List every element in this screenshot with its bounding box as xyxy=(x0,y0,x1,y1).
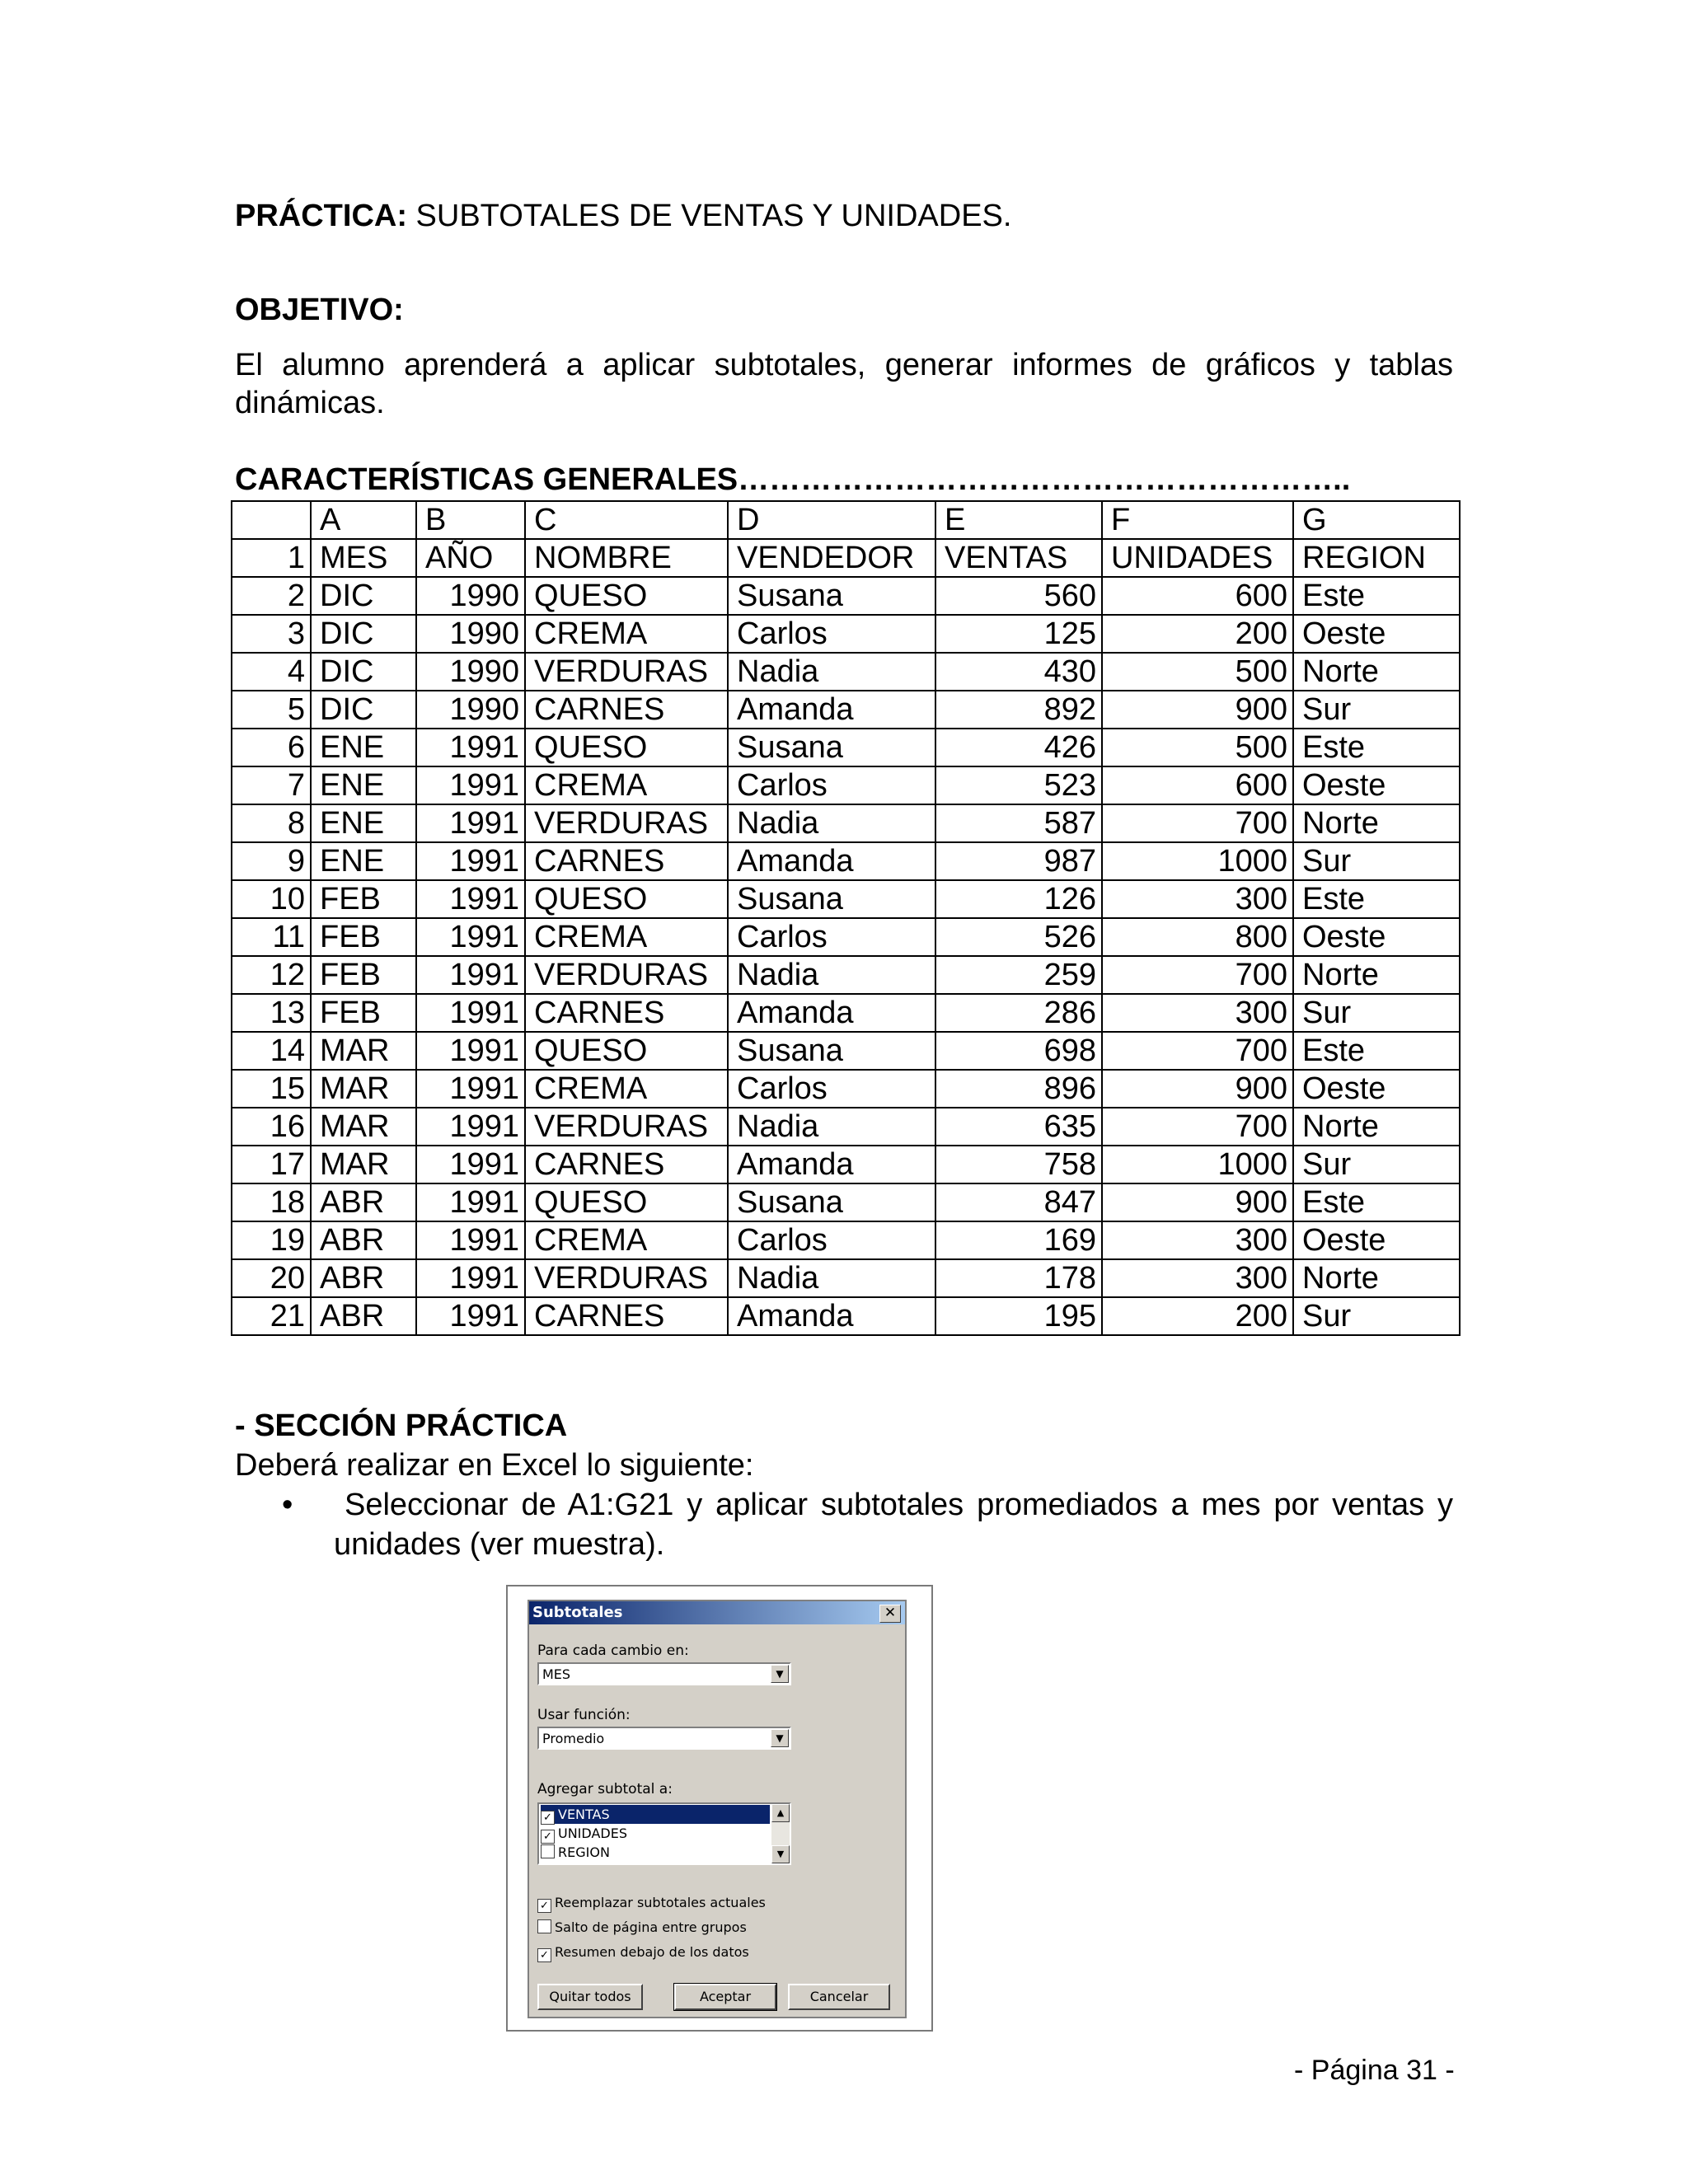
table-row xyxy=(232,1146,1460,1183)
table-cell: 1991 xyxy=(416,729,525,766)
change-combo[interactable] xyxy=(537,1662,791,1685)
table-cell: QUESO xyxy=(525,577,728,615)
table-cell: CARNES xyxy=(525,994,728,1032)
table-cell: 560 xyxy=(935,577,1102,615)
column-header-cell xyxy=(232,501,311,539)
column-header-cell: F xyxy=(1102,501,1293,539)
practice-text: SUBTOTALES DE VENTAS Y UNIDADES. xyxy=(415,199,1012,233)
table-cell: 800 xyxy=(1102,918,1293,956)
table-cell: 1000 xyxy=(1102,1146,1293,1183)
table-cell: Carlos xyxy=(728,615,935,653)
row-number-cell: 16 xyxy=(232,1108,311,1146)
table-row xyxy=(232,539,1460,577)
table-cell: Sur xyxy=(1293,994,1460,1032)
bullet-text: Seleccionar de A1:G21 y aplicar subtotales promediados a mes por ventas y unidades (ver muestra). xyxy=(334,1488,1453,1562)
row-number-cell: 2 xyxy=(232,577,311,615)
table-cell: 698 xyxy=(935,1032,1102,1070)
table-cell: ENE xyxy=(311,766,416,804)
remove-all-button[interactable]: Quitar todos xyxy=(537,1984,643,2010)
practice-label: PRÁCTICA: xyxy=(235,199,407,233)
table-cell: 700 xyxy=(1102,804,1293,842)
chevron-down-icon[interactable]: ▼ xyxy=(771,1665,789,1683)
table-row xyxy=(232,1108,1460,1146)
table-cell: 1991 xyxy=(416,918,525,956)
scroll-down-icon[interactable]: ▼ xyxy=(771,1845,790,1863)
table-cell: CREMA xyxy=(525,918,728,956)
table-cell: 896 xyxy=(935,1070,1102,1108)
table-cell: ENE xyxy=(311,804,416,842)
table-cell: 1991 xyxy=(416,1108,525,1146)
row-number-cell: 7 xyxy=(232,766,311,804)
table-cell: 1990 xyxy=(416,691,525,729)
table-cell: UNIDADES xyxy=(1102,539,1293,577)
table-cell: Susana xyxy=(728,1183,935,1221)
table-cell: MAR xyxy=(311,1108,416,1146)
table-cell: 900 xyxy=(1102,691,1293,729)
scroll-up-icon[interactable]: ▲ xyxy=(771,1804,790,1822)
table-cell: Este xyxy=(1293,729,1460,766)
table-cell: 523 xyxy=(935,766,1102,804)
table-cell: 1991 xyxy=(416,1259,525,1297)
checkbox-icon[interactable]: ✓ xyxy=(541,1811,555,1825)
table-cell: 195 xyxy=(935,1297,1102,1335)
table-cell: DIC xyxy=(311,615,416,653)
row-number-cell: 4 xyxy=(232,653,311,691)
column-header-cell: C xyxy=(525,501,728,539)
table-cell: CARNES xyxy=(525,842,728,880)
table-cell: Amanda xyxy=(728,1146,935,1183)
table-cell: Nadia xyxy=(728,653,935,691)
function-label: Usar función: xyxy=(537,1707,631,1723)
table-cell: Susana xyxy=(728,729,935,766)
table-cell: 987 xyxy=(935,842,1102,880)
list-item-label: VENTAS xyxy=(558,1807,610,1822)
function-combo[interactable] xyxy=(537,1727,791,1750)
checkbox-icon[interactable]: ✓ xyxy=(537,1948,551,1962)
table-cell: CARNES xyxy=(525,691,728,729)
table-cell: Este xyxy=(1293,880,1460,918)
table-cell: 169 xyxy=(935,1221,1102,1259)
row-number-cell: 8 xyxy=(232,804,311,842)
table-row xyxy=(232,1221,1460,1259)
checkbox-icon[interactable] xyxy=(541,1844,555,1858)
table-row xyxy=(232,766,1460,804)
table-cell: 500 xyxy=(1102,653,1293,691)
table-row xyxy=(232,691,1460,729)
table-cell: Nadia xyxy=(728,804,935,842)
column-header-cell: D xyxy=(728,501,935,539)
table-cell: VERDURAS xyxy=(525,653,728,691)
table-cell: 700 xyxy=(1102,1108,1293,1146)
table-cell: 1990 xyxy=(416,653,525,691)
objective-text: El alumno aprenderá a aplicar subtotales, generar informes de gráficos y tablas dinámicas. xyxy=(235,348,1453,420)
table-cell: ABR xyxy=(311,1183,416,1221)
row-number-cell: 14 xyxy=(232,1032,311,1070)
table-cell: CREMA xyxy=(525,1070,728,1108)
table-cell: MAR xyxy=(311,1146,416,1183)
table-cell: 700 xyxy=(1102,1032,1293,1070)
list-item-label: REGION xyxy=(558,1844,610,1860)
table-cell: 900 xyxy=(1102,1070,1293,1108)
table-cell: Este xyxy=(1293,1032,1460,1070)
table-cell: 1991 xyxy=(416,994,525,1032)
row-number-cell: 12 xyxy=(232,956,311,994)
table-cell: AÑO xyxy=(416,539,525,577)
cancel-button[interactable]: Cancelar xyxy=(788,1984,890,2010)
table-cell: 600 xyxy=(1102,766,1293,804)
table-row xyxy=(232,577,1460,615)
table-cell: FEB xyxy=(311,918,416,956)
table-cell: VERDURAS xyxy=(525,804,728,842)
table-cell: REGION xyxy=(1293,539,1460,577)
table-row xyxy=(232,880,1460,918)
table-cell: 1991 xyxy=(416,1146,525,1183)
row-number-cell: 3 xyxy=(232,615,311,653)
table-cell: Norte xyxy=(1293,653,1460,691)
table-cell: MAR xyxy=(311,1070,416,1108)
table-cell: Nadia xyxy=(728,1259,935,1297)
table-cell: DIC xyxy=(311,653,416,691)
table-cell: Norte xyxy=(1293,956,1460,994)
list-item[interactable] xyxy=(541,1824,770,1843)
column-header-cell: G xyxy=(1293,501,1460,539)
table-row xyxy=(232,729,1460,766)
table-cell: FEB xyxy=(311,880,416,918)
checkbox-icon[interactable]: ✓ xyxy=(541,1830,555,1844)
table-cell: 1991 xyxy=(416,804,525,842)
table-cell: 1991 xyxy=(416,766,525,804)
dialog-title: Subtotales xyxy=(532,1604,623,1621)
ok-button[interactable]: Aceptar xyxy=(674,1984,776,2010)
table-cell: CREMA xyxy=(525,615,728,653)
section-intro: Deberá realizar en Excel lo siguiente: xyxy=(235,1448,754,1483)
table-cell: VERDURAS xyxy=(525,956,728,994)
change-label: Para cada cambio en: xyxy=(537,1643,689,1659)
table-cell: 526 xyxy=(935,918,1102,956)
row-number-cell: 17 xyxy=(232,1146,311,1183)
table-cell: Amanda xyxy=(728,691,935,729)
row-number-cell: 11 xyxy=(232,918,311,956)
summary-below-option[interactable] xyxy=(537,1944,749,1962)
dialog-screenshot-figure xyxy=(506,1585,933,2032)
row-number-cell: 21 xyxy=(232,1297,311,1335)
replace-subtotals-option[interactable] xyxy=(537,1895,766,1913)
table-cell: Sur xyxy=(1293,1297,1460,1335)
subtotals-dialog xyxy=(528,1600,907,2018)
table-cell: 1991 xyxy=(416,956,525,994)
table-cell: Este xyxy=(1293,1183,1460,1221)
table-cell: Carlos xyxy=(728,918,935,956)
table-cell: 847 xyxy=(935,1183,1102,1221)
table-cell: FEB xyxy=(311,994,416,1032)
row-number-cell: 5 xyxy=(232,691,311,729)
table-cell: Sur xyxy=(1293,842,1460,880)
table-cell: Oeste xyxy=(1293,766,1460,804)
table-cell: 200 xyxy=(1102,1297,1293,1335)
table-row xyxy=(232,1259,1460,1297)
table-cell: Oeste xyxy=(1293,615,1460,653)
column-header-cell: B xyxy=(416,501,525,539)
table-row xyxy=(232,804,1460,842)
practice-title xyxy=(235,196,1011,236)
table-cell: Nadia xyxy=(728,956,935,994)
table-cell: Este xyxy=(1293,577,1460,615)
table-cell: CREMA xyxy=(525,1221,728,1259)
table-row xyxy=(232,1032,1460,1070)
section-label: - SECCIÓN PRÁCTICA xyxy=(235,1408,568,1443)
table-cell: QUESO xyxy=(525,1032,728,1070)
spreadsheet-table xyxy=(231,500,1461,1336)
table-cell: ABR xyxy=(311,1297,416,1335)
table-cell: Sur xyxy=(1293,691,1460,729)
table-cell: DIC xyxy=(311,577,416,615)
table-cell: 1991 xyxy=(416,1032,525,1070)
table-cell: NOMBRE xyxy=(525,539,728,577)
list-item[interactable] xyxy=(541,1843,770,1862)
table-cell: 426 xyxy=(935,729,1102,766)
table-cell: Norte xyxy=(1293,1108,1460,1146)
table-cell: Sur xyxy=(1293,1146,1460,1183)
table-cell: Nadia xyxy=(728,1108,935,1146)
table-cell: VENDEDOR xyxy=(728,539,935,577)
row-number-cell: 15 xyxy=(232,1070,311,1108)
table-cell: QUESO xyxy=(525,729,728,766)
table-cell: 700 xyxy=(1102,956,1293,994)
characteristics-label: CARACTERÍSTICAS GENERALES………………………………………………….. xyxy=(235,462,1351,497)
table-cell: 300 xyxy=(1102,880,1293,918)
table-cell: 200 xyxy=(1102,615,1293,653)
table-cell: Amanda xyxy=(728,842,935,880)
function-combo-value: Promedio xyxy=(542,1731,605,1746)
row-number-cell: 6 xyxy=(232,729,311,766)
checkbox-icon[interactable]: ✓ xyxy=(537,1899,551,1913)
table-cell: 286 xyxy=(935,994,1102,1032)
table-row xyxy=(232,1070,1460,1108)
table-cell: ENE xyxy=(311,729,416,766)
table-cell: 1000 xyxy=(1102,842,1293,880)
table-cell: 758 xyxy=(935,1146,1102,1183)
list-item-label: UNIDADES xyxy=(558,1825,627,1841)
table-cell: ABR xyxy=(311,1221,416,1259)
table-cell: QUESO xyxy=(525,880,728,918)
row-number-cell: 18 xyxy=(232,1183,311,1221)
dialog-titlebar xyxy=(529,1601,905,1624)
table-cell: CREMA xyxy=(525,766,728,804)
table-cell: 259 xyxy=(935,956,1102,994)
chevron-down-icon[interactable]: ▼ xyxy=(771,1729,789,1747)
table-row xyxy=(232,994,1460,1032)
table-row xyxy=(232,653,1460,691)
table-cell: MES xyxy=(311,539,416,577)
table-cell: 600 xyxy=(1102,577,1293,615)
table-cell: 1991 xyxy=(416,880,525,918)
option-label: Reemplazar subtotales actuales xyxy=(555,1895,766,1910)
table-cell: Oeste xyxy=(1293,1070,1460,1108)
row-number-cell: 10 xyxy=(232,880,311,918)
row-number-cell: 20 xyxy=(232,1259,311,1297)
table-cell: 300 xyxy=(1102,1259,1293,1297)
table-cell: Carlos xyxy=(728,1070,935,1108)
table-row xyxy=(232,918,1460,956)
table-cell: Carlos xyxy=(728,1221,935,1259)
table-cell: 1991 xyxy=(416,1221,525,1259)
page-number: - Página 31 - xyxy=(1294,2055,1455,2086)
table-cell: Carlos xyxy=(728,766,935,804)
table-cell: 1991 xyxy=(416,1070,525,1108)
table-cell: Norte xyxy=(1293,1259,1460,1297)
column-header-cell: A xyxy=(311,501,416,539)
table-cell: 1990 xyxy=(416,615,525,653)
table-row xyxy=(232,1183,1460,1221)
row-number-cell: 13 xyxy=(232,994,311,1032)
table-cell: Norte xyxy=(1293,804,1460,842)
table-cell: 635 xyxy=(935,1108,1102,1146)
objective-label: OBJETIVO: xyxy=(235,293,404,327)
table-cell: ENE xyxy=(311,842,416,880)
table-cell: 1991 xyxy=(416,1183,525,1221)
table-cell: VENTAS xyxy=(935,539,1102,577)
table-cell: Susana xyxy=(728,577,935,615)
table-cell: VERDURAS xyxy=(525,1108,728,1146)
table-cell: VERDURAS xyxy=(525,1259,728,1297)
table-row xyxy=(232,956,1460,994)
table-cell: 500 xyxy=(1102,729,1293,766)
table-cell: Oeste xyxy=(1293,1221,1460,1259)
table-cell: 178 xyxy=(935,1259,1102,1297)
list-scrollbar[interactable] xyxy=(771,1804,790,1863)
table-cell: QUESO xyxy=(525,1183,728,1221)
table-cell: Susana xyxy=(728,1032,935,1070)
table-cell: Susana xyxy=(728,880,935,918)
option-label: Resumen debajo de los datos xyxy=(555,1944,749,1960)
column-header-cell: E xyxy=(935,501,1102,539)
table-cell: 900 xyxy=(1102,1183,1293,1221)
row-number-cell: 1 xyxy=(232,539,311,577)
table-cell: 126 xyxy=(935,880,1102,918)
page-break-option[interactable] xyxy=(537,1919,747,1935)
table-cell: ABR xyxy=(311,1259,416,1297)
checkbox-icon[interactable] xyxy=(537,1919,551,1933)
table-cell: 587 xyxy=(935,804,1102,842)
change-combo-value: MES xyxy=(542,1666,571,1682)
bullet-icon: • xyxy=(282,1488,293,1522)
table-cell: Oeste xyxy=(1293,918,1460,956)
subtotal-fields-list[interactable] xyxy=(537,1802,791,1865)
table-row xyxy=(232,842,1460,880)
table-cell: 300 xyxy=(1102,1221,1293,1259)
table-cell: FEB xyxy=(311,956,416,994)
table-cell: CARNES xyxy=(525,1297,728,1335)
table-cell: DIC xyxy=(311,691,416,729)
table-cell: 1991 xyxy=(416,842,525,880)
table-cell: Amanda xyxy=(728,1297,935,1335)
table-cell: 430 xyxy=(935,653,1102,691)
table-cell: MAR xyxy=(311,1032,416,1070)
close-icon[interactable]: ✕ xyxy=(879,1605,901,1623)
column-header-row xyxy=(232,501,1460,539)
table-cell: 300 xyxy=(1102,994,1293,1032)
option-label: Salto de página entre grupos xyxy=(555,1919,747,1935)
table-cell: 1990 xyxy=(416,577,525,615)
table-row xyxy=(232,615,1460,653)
table-cell: 892 xyxy=(935,691,1102,729)
list-item[interactable] xyxy=(541,1805,770,1824)
add-subtotal-label: Agregar subtotal a: xyxy=(537,1781,673,1797)
row-number-cell: 9 xyxy=(232,842,311,880)
table-row xyxy=(232,1297,1460,1335)
table-cell: 125 xyxy=(935,615,1102,653)
table-cell: Amanda xyxy=(728,994,935,1032)
table-cell: CARNES xyxy=(525,1146,728,1183)
row-number-cell: 19 xyxy=(232,1221,311,1259)
table-cell: 1991 xyxy=(416,1297,525,1335)
